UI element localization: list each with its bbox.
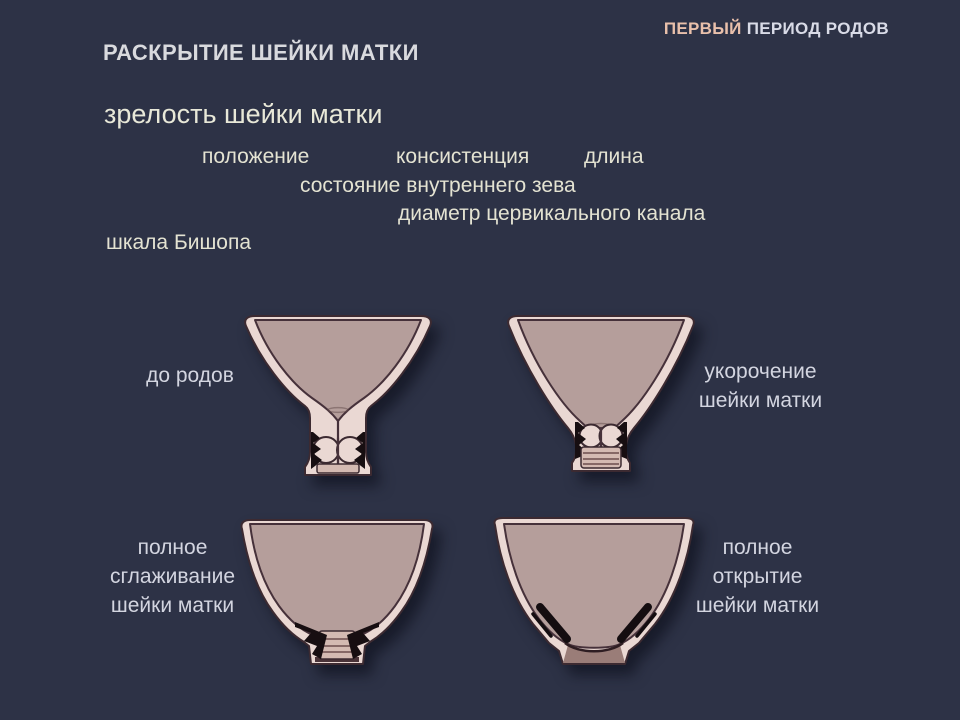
header-highlight-word: ПЕРВЫЙ — [663, 19, 742, 38]
figure-full-effacement — [237, 519, 437, 667]
label-line: полное — [722, 536, 793, 559]
dilation-illustration — [489, 517, 699, 665]
label-line: шейки матки — [698, 389, 823, 412]
uterine-cavity-open — [504, 524, 684, 648]
figure-full-dilation — [489, 517, 699, 665]
label-line: шейки матки — [695, 594, 820, 617]
criterion-consistency: консистенция — [396, 145, 530, 168]
bishop-scale-label: шкала Бишопа — [106, 231, 252, 254]
external-os-ridged — [581, 447, 621, 468]
header-rest: ПЕРИОД РОДОВ — [741, 19, 889, 38]
figure-before-labor — [238, 314, 438, 482]
label-line: шейки матки — [110, 594, 235, 617]
slide-running-header — [664, 19, 889, 39]
figure-label-shortening — [683, 357, 838, 415]
label-line: укорочение — [704, 360, 817, 383]
page-title: РАСКРЫТИЕ ШЕЙКИ МАТКИ — [103, 40, 419, 65]
external-os — [317, 464, 359, 473]
label-line: полное — [137, 536, 208, 559]
figure-label-dilation — [680, 533, 835, 620]
criterion-position: положение — [202, 145, 310, 168]
maturity-heading: зрелость шейки матки — [104, 99, 383, 129]
uterine-cavity — [250, 524, 424, 638]
figure-cervix-shortening — [501, 314, 701, 482]
criterion-length: длина — [584, 145, 644, 168]
label-line: сглаживание — [109, 565, 235, 588]
before-labor-illustration — [238, 314, 438, 482]
shortening-illustration — [501, 314, 701, 482]
label-line: до родов — [146, 364, 234, 387]
figure-label-effacement — [95, 533, 250, 620]
criterion-canal-diameter: диаметр цервикального канала — [398, 202, 706, 225]
criterion-internal-os: состояние внутреннего зева — [300, 174, 576, 197]
label-line: открытие — [712, 565, 803, 588]
effacement-illustration — [237, 519, 437, 667]
